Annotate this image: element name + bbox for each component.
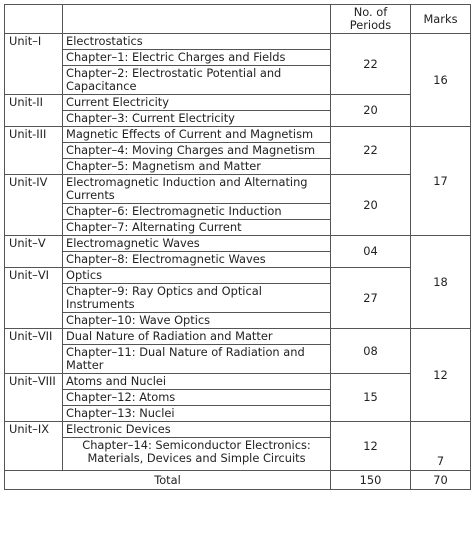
topic-cell: Chapter–3: Current Electricity — [63, 111, 331, 127]
unit-label: Unit–IX — [5, 422, 63, 471]
table-row — [5, 422, 471, 438]
topic-cell: Current Electricity — [63, 95, 331, 111]
table-row — [5, 236, 471, 252]
periods-cell: 20 — [331, 95, 411, 127]
unit-label: Unit–I — [5, 34, 63, 95]
unit-label: Unit–VIII — [5, 374, 63, 422]
topic-cell: Chapter–8: Electromagnetic Waves — [63, 252, 331, 268]
topic-cell: Chapter–2: Electrostatic Potential and Capacitance — [63, 66, 331, 95]
topic-cell: Chapter–12: Atoms — [63, 390, 331, 406]
topic-cell: Chapter–10: Wave Optics — [63, 313, 331, 329]
unit-label: Unit-II — [5, 95, 63, 127]
marks-cell: 18 — [411, 236, 471, 329]
table-header-row — [5, 5, 471, 34]
marks-cell: 16 — [411, 34, 471, 127]
topic-cell: Electromagnetic Waves — [63, 236, 331, 252]
periods-cell: 22 — [331, 34, 411, 95]
periods-cell: 04 — [331, 236, 411, 268]
table-row — [5, 127, 471, 143]
topic-cell: Chapter–14: Semiconductor Electronics: Materials, Devices and Simple Circuits — [63, 438, 331, 471]
unit-label: Unit-IV — [5, 175, 63, 236]
marks-cell: 12 — [411, 329, 471, 422]
topic-cell: Atoms and Nuclei — [63, 374, 331, 390]
table-row — [5, 175, 471, 204]
table-row — [5, 34, 471, 50]
periods-cell: 27 — [331, 268, 411, 329]
topic-cell: Electromagnetic Induction and Alternating Currents — [63, 175, 331, 204]
periods-cell: 22 — [331, 127, 411, 175]
header-marks: Marks — [411, 5, 471, 34]
total-marks: 70 — [411, 471, 471, 490]
topic-cell: Chapter–6: Electromagnetic Induction — [63, 204, 331, 220]
unit-label: Unit–V — [5, 236, 63, 268]
topic-cell: Electronic Devices — [63, 422, 331, 438]
total-label: Total — [5, 471, 331, 490]
periods-cell: 08 — [331, 329, 411, 374]
table-row — [5, 329, 471, 345]
topic-cell: Chapter–13: Nuclei — [63, 406, 331, 422]
unit-label: Unit–VII — [5, 329, 63, 374]
table-row — [5, 95, 471, 111]
header-periods: No. of Periods — [331, 5, 411, 34]
total-row — [5, 471, 471, 490]
unit-label: Unit-III — [5, 127, 63, 175]
topic-cell: Chapter–11: Dual Nature of Radiation and Matter — [63, 345, 331, 374]
table-row — [5, 374, 471, 390]
topic-cell: Electrostatics — [63, 34, 331, 50]
topic-cell: Chapter–4: Moving Charges and Magnetism — [63, 143, 331, 159]
unit-label: Unit–VI — [5, 268, 63, 329]
table-row — [5, 268, 471, 284]
topic-cell: Chapter–9: Ray Optics and Optical Instruments — [63, 284, 331, 313]
topic-cell: Chapter–1: Electric Charges and Fields — [63, 50, 331, 66]
topic-cell: Dual Nature of Radiation and Matter — [63, 329, 331, 345]
periods-cell: 20 — [331, 175, 411, 236]
topic-cell: Chapter–7: Alternating Current — [63, 220, 331, 236]
header-unit — [5, 5, 63, 34]
marks-cell: 7 — [411, 422, 471, 471]
topic-cell: Magnetic Effects of Current and Magnetism — [63, 127, 331, 143]
header-topic — [63, 5, 331, 34]
marks-cell: 17 — [411, 127, 471, 236]
topic-cell: Chapter–5: Magnetism and Matter — [63, 159, 331, 175]
periods-cell: 12 — [331, 422, 411, 471]
total-periods: 150 — [331, 471, 411, 490]
topic-cell: Optics — [63, 268, 331, 284]
periods-cell: 15 — [331, 374, 411, 422]
syllabus-table — [4, 4, 471, 490]
